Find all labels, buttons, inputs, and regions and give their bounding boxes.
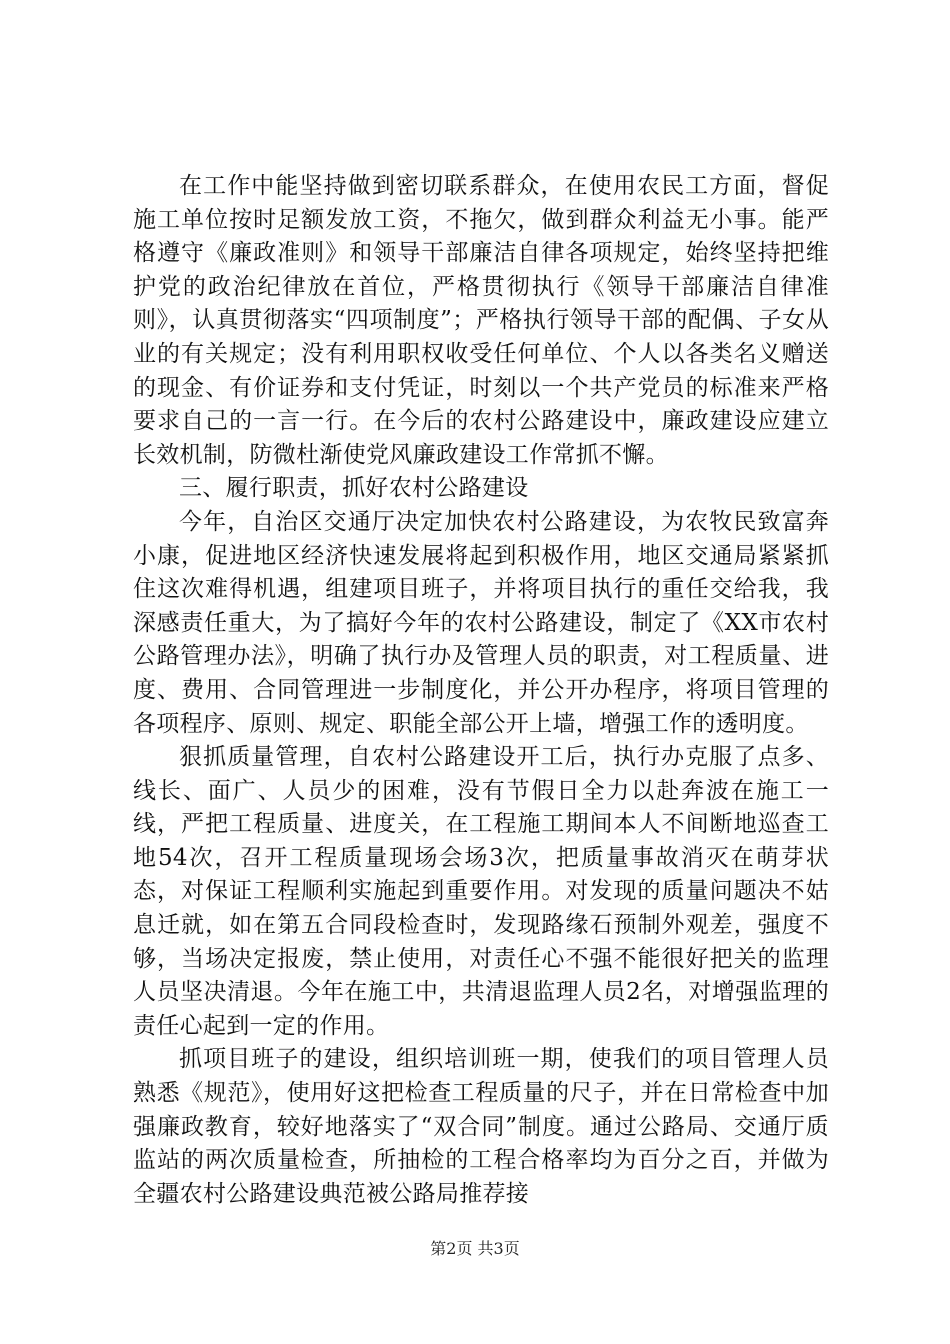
page-number-footer: 第2页 共3页 [430,1239,520,1258]
paragraph-quality-management: 狠抓质量管理，自农村公路建设开工后，执行办克服了点多、线长、面广、人员少的困难，没有节假日全力以赴奔波在施工一线，严把工程质量、进度关，在工程施工期间本人不间断地巡查工地54次，召开工程质量现场会场3次，把质量事故消灭在萌芽状态，对保证工程顺利实施起到重要作用。对发现的质量问题决不姑息迁就，如在第五合同段检查时，发现路缘石预制外观差，强度不够，当场决定报废，禁止使用，对责任心不强不能很好把关的监理人员坚决清退。今年在施工中，共清退监理人员2名，对增强监理的责任心起到一定的作用。 [133,744,829,1039]
document-body [133,170,829,1211]
paragraph-project-setup: 今年，自治区交通厅决定加快农村公路建设，为农牧民致富奔小康，促进地区经济快速发展将起到积极作用，地区交通局紧紧抓住这次难得机遇，组建项目班子，并将项目执行的重任交给我，我深感责任重大，为了搞好今年的农村公路建设，制定了《XX市农村公路管理办法》，明确了执行办及管理人员的职责，对工程质量、进度、费用、合同管理进一步制度化，并公开办程序，将项目管理的各项程序、原则、规定、职能全部公开上墙，增强工作的透明度。 [133,508,829,737]
paragraph-team-building: 抓项目班子的建设，组织培训班一期，使我们的项目管理人员熟悉《规范》，使用好这把检查工程质量的尺子，并在日常检查中加强廉政教育，较好地落实了“双合同”制度。通过公路局、交通厅质监站的两次质量检查，所抽检的工程合格率均为百分之百，并做为全疆农村公路建设典范被公路局推荐接 [133,1046,829,1207]
section-heading-3: 三、履行职责，抓好农村公路建设 [179,475,529,502]
paragraph-integrity: 在工作中能坚持做到密切联系群众，在使用农民工方面，督促施工单位按时足额发放工资，不拖欠，做到群众利益无小事。能严格遵守《廉政准则》和领导干部廉洁自律各项规定，始终坚持把维护党的政治纪律放在首位，严格贯彻执行《领导干部廉洁自律准则》，认真贯彻落实“四项制度”；严格执行领导干部的配偶、子女从业的有关规定；没有利用职权收受任何单位、个人以各类名义赠送的现金、有价证券和支付凭证，时刻以一个共产党员的标准来严格要求自己的一言一行。在今后的农村公路建设中，廉政建设应建立长效机制，防微杜渐使党风廉政建设工作常抓不懈。 [133,173,829,468]
